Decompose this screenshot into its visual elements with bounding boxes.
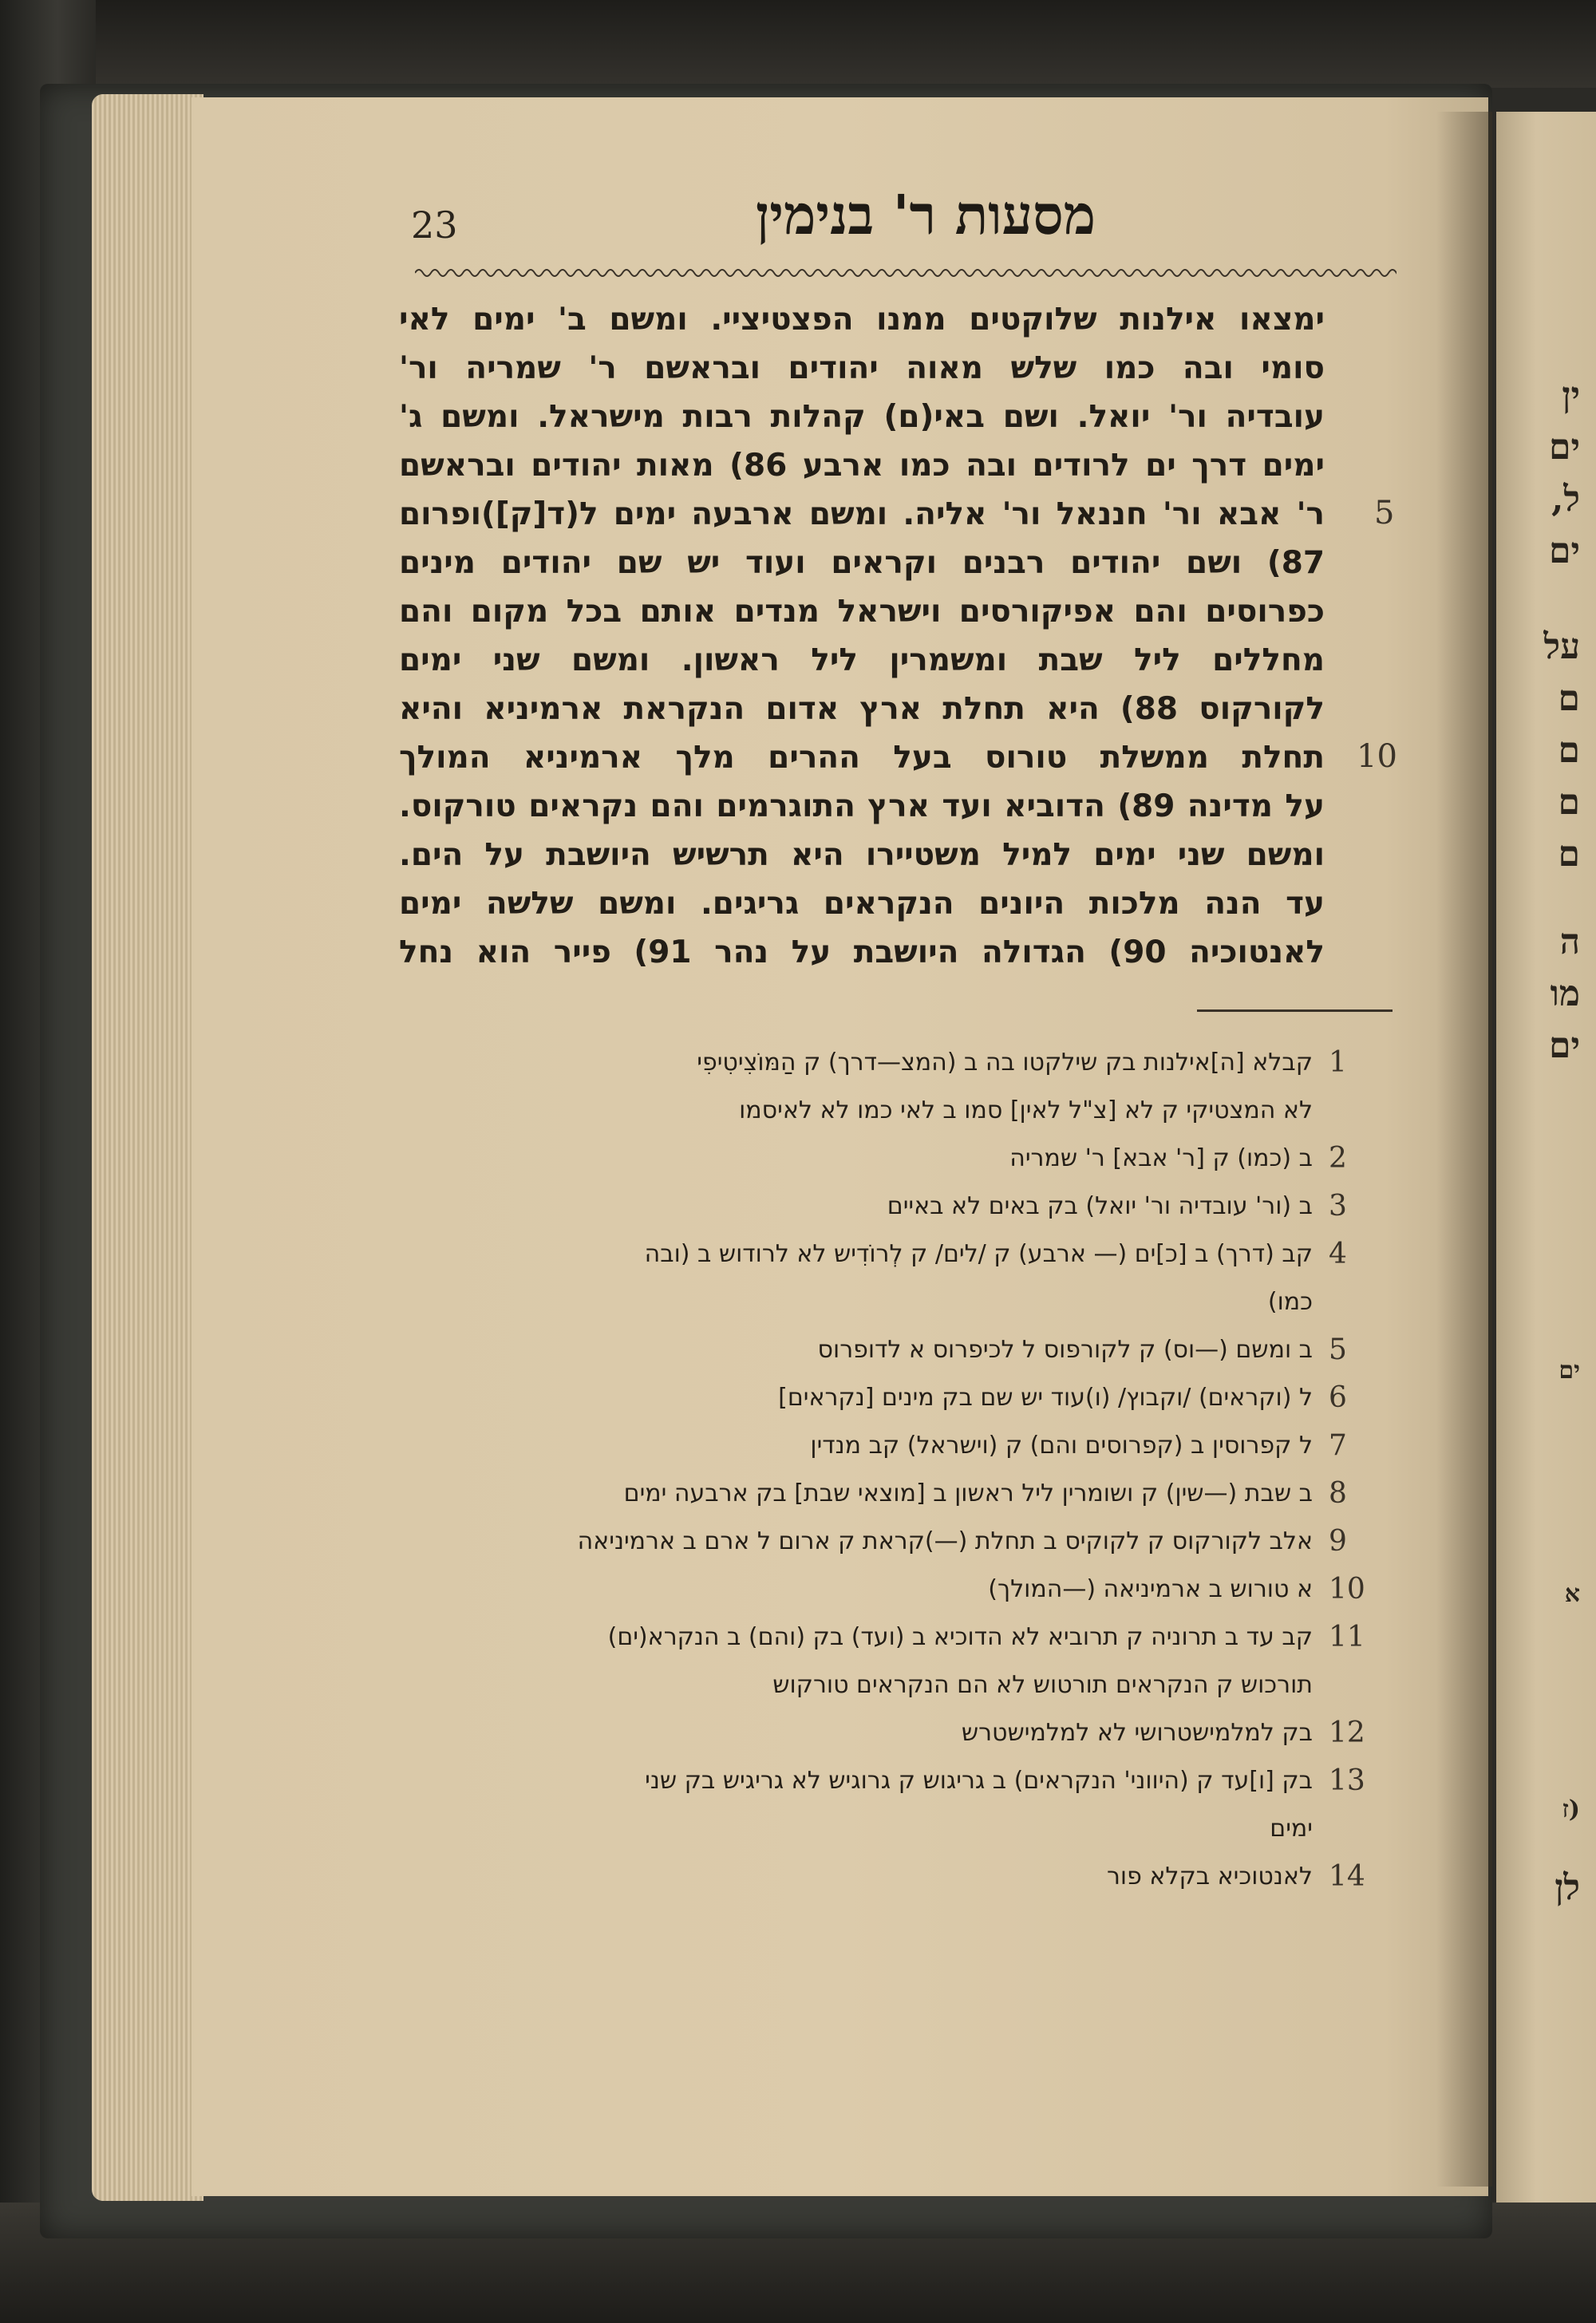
variant-entry [399, 1853, 1393, 1901]
body-line: עד הנה מלכות היונים הנקראים גריגים. ומשם שלשה ימים [399, 886, 1325, 922]
line-marker: 10 [1357, 738, 1397, 775]
variant-entry [399, 1135, 1393, 1183]
variant-line-number: 1 [1329, 1046, 1347, 1079]
adjacent-page-fragment: ם [1558, 782, 1580, 823]
line-marker: 5 [1374, 495, 1395, 531]
variant-line-number: 9 [1329, 1525, 1347, 1558]
variant-text: בק [ו]עד ק (היווני' הנקראים) ב גריגוש ק גרוגיש לא גריגיש בק שני [645, 1767, 1313, 1795]
variant-line-number: 4 [1329, 1238, 1347, 1270]
adjacent-page-fragment: ה [1559, 922, 1580, 962]
variant-text: ב (כמו) ק [ר' אבא] ר' שמריה [1009, 1144, 1313, 1172]
adjacent-page-fragment: ם [1558, 678, 1580, 719]
variant-text: ב שבת (—שין) ק ושומרין ליל ראשון ב [מוצאי שבת] בק ארבעה ימים [623, 1480, 1313, 1507]
variant-text: קב עד ב תרוניה ק תרוביא לא הדוכיא ב (ועד) בק (והם) ב הנקרא(ים) [607, 1623, 1313, 1651]
variant-text: א טורוש ב ארמיניאה (—המולך) [988, 1575, 1313, 1603]
variant-apparatus [399, 1039, 1393, 1901]
variant-line-number: 11 [1329, 1621, 1365, 1653]
body-line: סומי ובה כמו שלש מאוה יהודים ובראשם ר' שמריה ור' [399, 350, 1325, 386]
variant-entry [399, 1374, 1393, 1422]
variant-text: בק למלמישטרושי לא למלמישטרש [961, 1719, 1313, 1747]
adjacent-page-fragment: ים [1549, 1025, 1580, 1066]
adjacent-page [1496, 112, 1596, 2203]
adjacent-page-fragment: ים [1558, 1357, 1580, 1385]
variant-entry [399, 1518, 1393, 1566]
wavy-rule-divider [415, 263, 1396, 282]
body-line: ומשם שני ימים למיל משטיירו היא תרשיש היושבת על הים. [399, 837, 1325, 873]
body-line: לקורקוס 88) היא תחלת ארץ אדום הנקראת ארמיניא והיא [399, 691, 1325, 727]
adjacent-page-fragment: א [1564, 1580, 1580, 1608]
adjacent-page-fragment: (ז [1562, 1796, 1580, 1823]
variant-text: ב ומשם (—וס) ק לקורפוס ל לכיפרוס א לדופרוס [817, 1336, 1313, 1364]
variant-line-number: 3 [1329, 1190, 1347, 1223]
variant-entry [399, 1326, 1393, 1374]
body-line: ימצאו אילנות שלוקטים ממנו הפצטיציי. ומשם ב' ימים לאי [399, 302, 1325, 338]
adjacent-page-fragment: ין [1562, 375, 1580, 416]
variant-line-number: 12 [1329, 1717, 1365, 1749]
body-line: כפרוסים והם אפיקורסים וישראל מנדים אותם בכל מקום והם [399, 594, 1325, 630]
variant-text: ל (וקראים) /וקבוץ/ (ו)עוד יש שם בק מינים [נקראים] [778, 1384, 1313, 1412]
variant-line-number: 10 [1329, 1573, 1365, 1606]
variant-entry [399, 1614, 1393, 1709]
body-line: עובדיה ור' יואל. ושם באי(ם) קהלות רבות מישראל. ומשם ג' [399, 399, 1325, 435]
variant-line-number: 7 [1329, 1429, 1347, 1462]
variant-text: כמו) [1267, 1288, 1313, 1316]
variant-entry [399, 1709, 1393, 1757]
body-text [399, 295, 1325, 977]
adjacent-page-fragment: על [1543, 626, 1580, 667]
variant-entry [399, 1470, 1393, 1518]
variant-entry [399, 1183, 1393, 1231]
adjacent-page-fragment: מו [1550, 974, 1580, 1014]
body-line: ימים דרך ים לרודים ובה כמו ארבע 86) מאות יהודים ובראשם [399, 448, 1325, 484]
variant-text: לאנטוכיא בקלא פור [1106, 1863, 1313, 1890]
adjacent-page-fragment: לן [1555, 1867, 1580, 1908]
page-number: 23 [411, 203, 458, 247]
variant-text: קבלא [ה]אילנות בק שילקטו בה ב (המצ—דרך) ק הַמּוֹצִיטִיפִי [697, 1049, 1313, 1077]
body-line: 87) ושם יהודים רבנים וקראים ועוד יש שם יהודים מינים [399, 545, 1325, 581]
adjacent-page-fragment: ים [1549, 427, 1580, 468]
variant-entry [399, 1039, 1393, 1135]
variant-text: קב (דרך) ב [כ]ים (— ארבע) ק /לים/ ק לְרוֹדִיש לא לרודוש ב (ובה [644, 1240, 1313, 1268]
adjacent-page-fragment: ים [1549, 531, 1580, 571]
running-title: מסעות ר' בנימין [755, 184, 1096, 247]
variant-line-number: 8 [1329, 1477, 1347, 1510]
footnote-rule [1197, 1009, 1393, 1012]
variant-text: ל קפרוסין ב (קפרוסים והם) ק (וישראל) קב מנדין [810, 1432, 1313, 1460]
body-line: לאנטוכיה 90) הגדולה היושבת על נהר 91) פייר הוא נחל [399, 934, 1325, 970]
variant-entry [399, 1566, 1393, 1614]
variant-entry [399, 1757, 1393, 1853]
variant-line-number: 13 [1329, 1764, 1365, 1797]
variant-line-number: 14 [1329, 1860, 1365, 1893]
variant-text: לא המצטיקי ק לא [צ"ל לאין] סמו ב לאי כמו לא לאיסמו [739, 1096, 1313, 1124]
body-line: מחללים ליל שבת ומשמרין ליל ראשון. ומשם שני ימים [399, 642, 1325, 678]
page-gutter-shadow [1436, 112, 1492, 2187]
variant-text: תורכוש ק הנקראים תורטוש לא הם הנקראים טורקוש [772, 1671, 1313, 1699]
body-line: על מדינה 89) הדוביא ועד ארץ התוגרמים והם נקראים טורקוס. [399, 788, 1325, 824]
variant-text: אלב לקורקוס ק לקוקיס ב תחלת (—)קראת ק ארום ל ארם ב ארמיניאה [577, 1527, 1313, 1555]
page-edges [92, 94, 203, 2201]
variant-line-number: 5 [1329, 1333, 1347, 1366]
variant-line-number: 2 [1329, 1142, 1347, 1175]
adjacent-page-fragment: ל, [1551, 479, 1580, 520]
variant-text: ב (ור' עובדיה ור' יואל) בק באים לא באיים [887, 1192, 1313, 1220]
variant-entry [399, 1231, 1393, 1326]
body-line: תחלת ממשלת טורוס בעל ההרים מלך ארמיניא המולך [399, 740, 1325, 776]
variant-text: ימים [1270, 1815, 1313, 1843]
adjacent-page-fragment: ם [1558, 730, 1580, 771]
variant-entry [399, 1422, 1393, 1470]
variant-line-number: 6 [1329, 1381, 1347, 1414]
body-line: ר' אבא ור' חננאל ור' אליה. ומשם ארבעה ימים ל(ד[ק])ופרום [399, 496, 1325, 532]
adjacent-page-fragment: ם [1558, 834, 1580, 875]
book-background-top [0, 0, 1596, 88]
